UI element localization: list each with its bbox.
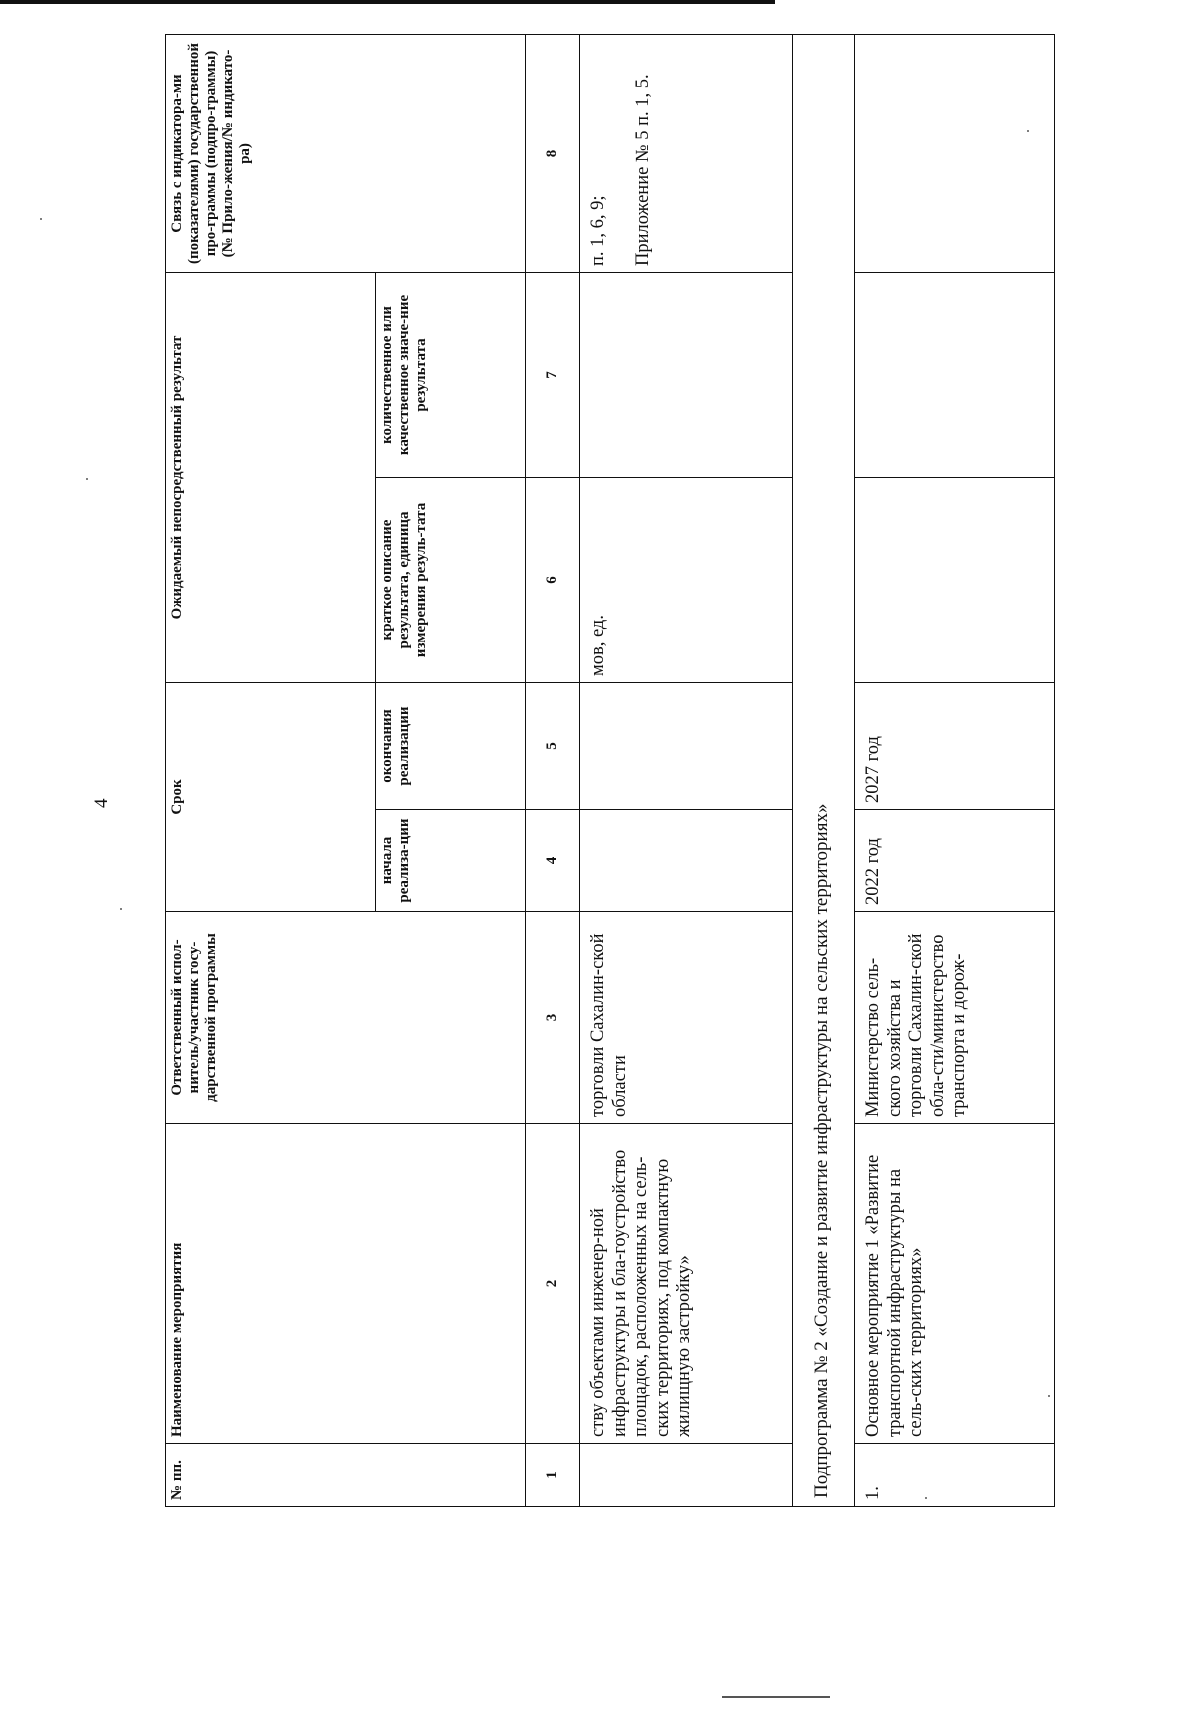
scan-speck <box>40 218 42 220</box>
cell-result-value <box>855 272 1055 477</box>
header-result: Ожидаемый непосредственный результат <box>166 272 376 682</box>
cell-name: Основное мероприятие 1 «Развитие транспортной инфраструктуры на сель-ских территориях» <box>855 1124 1055 1444</box>
cell-name: ству объектами инженер-ной инфраструктуры и бла-гоустройство площадок, расположенных на сель-ских территориях, под компактную жилищную застройку» <box>580 1124 793 1444</box>
cell-link <box>855 34 1055 272</box>
cell-link-line: Приложение № 5 п. 1, 5. <box>632 74 653 266</box>
header-row-top <box>166 34 376 1506</box>
cell-num: 1. <box>855 1444 1055 1507</box>
cell-result-desc: мов, ед. <box>580 477 793 682</box>
cell-start: 2022 год <box>855 810 1055 912</box>
cell-executor: Министерство сель-ского хозяйства и торговли Сахалин-ской обла-сти/министерство транспорта и дорож- <box>855 912 1055 1124</box>
column-number: 6 <box>526 477 580 682</box>
header-term: Срок <box>166 682 376 911</box>
cell-link <box>580 34 793 272</box>
cell-end: 2027 год <box>855 682 1055 809</box>
cell-result-value <box>580 272 793 477</box>
page-number: 4 <box>91 798 112 808</box>
scan-speck <box>120 908 122 910</box>
cell-executor: торговли Сахалин-ской области <box>580 912 793 1124</box>
cell-num <box>580 1444 793 1507</box>
column-number: 8 <box>526 34 580 272</box>
column-number-row <box>526 34 580 1506</box>
scan-top-border <box>0 0 775 4</box>
measures-table <box>165 34 1055 1507</box>
header-executor: Ответственный испол-нитель/участник госу-дарственной программы <box>166 912 526 1124</box>
scan-speck <box>86 478 88 480</box>
header-name: Наименование мероприятия <box>166 1124 526 1444</box>
column-number: 3 <box>526 912 580 1124</box>
subprogram-row <box>793 34 855 1506</box>
column-number: 7 <box>526 272 580 477</box>
cell-result-desc <box>855 477 1055 682</box>
column-number: 5 <box>526 682 580 809</box>
header-num: № пп. <box>166 1444 526 1507</box>
header-term-end: окончания реализации <box>376 682 526 809</box>
scan-bottom-mark <box>722 1696 830 1698</box>
rotated-table-sheet <box>165 35 1073 1507</box>
header-term-start: начала реализа-ции <box>376 810 526 912</box>
column-number: 2 <box>526 1124 580 1444</box>
cell-end <box>580 682 793 809</box>
cell-start <box>580 810 793 912</box>
subprogram-title: Подпрограмма № 2 «Создание и развитие инфраструктуры на сельских территориях» <box>793 34 855 1506</box>
header-result-desc: краткое описание результата, единица измерения резуль-тата <box>376 477 526 682</box>
table-row <box>580 34 793 1506</box>
header-result-value: количественное или качественное значе-ние результата <box>376 272 526 477</box>
cell-link-line: п. 1, 6, 9; <box>588 195 608 266</box>
column-number: 4 <box>526 810 580 912</box>
column-number: 1 <box>526 1444 580 1507</box>
header-link: Связь с индикатора-ми (показателями) государственной про-граммы (подпро-граммы) (№ Прило-жения/№ индикато-ра) <box>166 34 526 272</box>
table-row <box>855 34 1055 1506</box>
